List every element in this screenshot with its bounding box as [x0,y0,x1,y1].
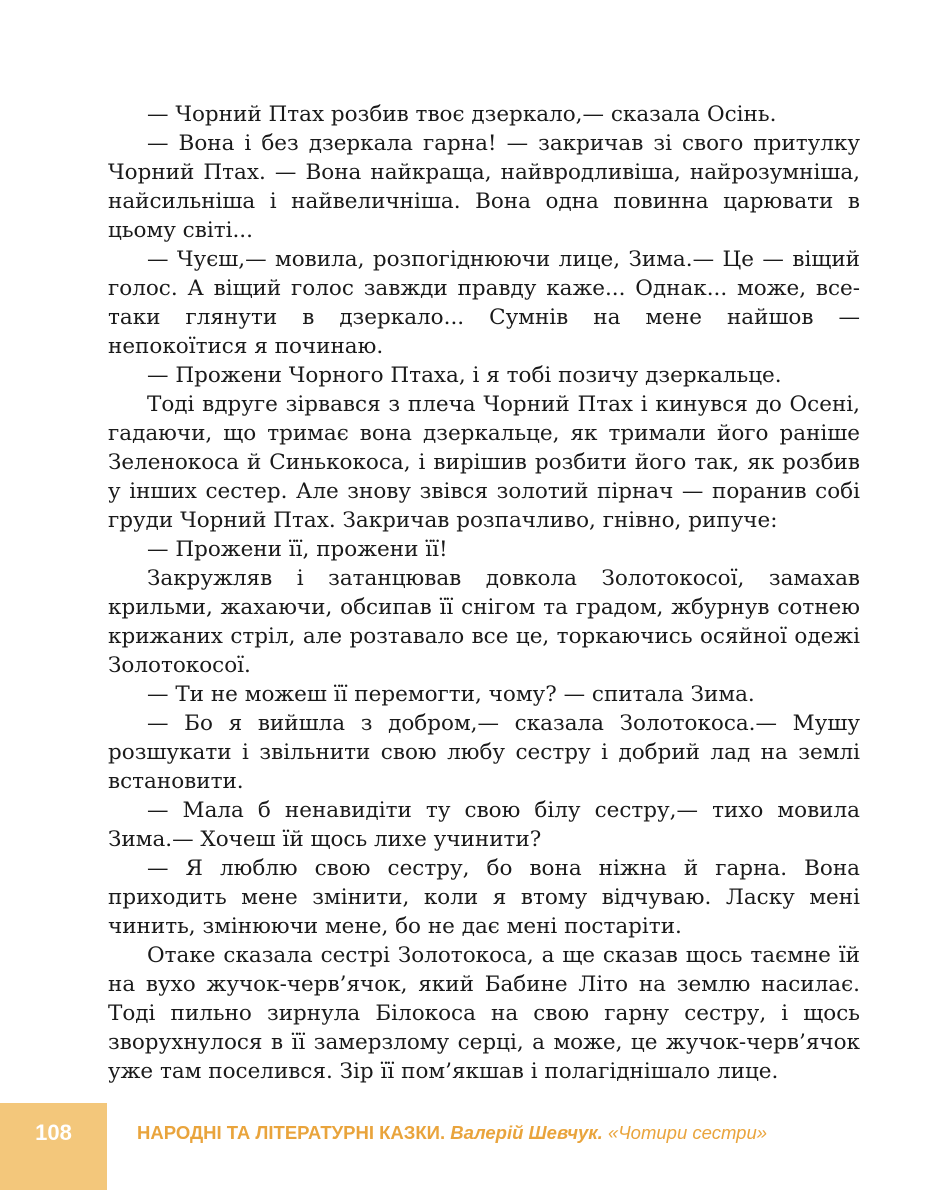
running-footer [137,1122,767,1144]
paragraph: Закружляв і затанцював довкола Золотокосої, замахав крильми, жахаючи, обсипав її снігом та градом, жбурнув сотнею крижаних стріл, але розтавало все це, торкаючись осяйної одежі Золотокосої. [108,566,860,678]
footer-work-title: «Чотири сестри» [607,1122,768,1143]
paragraph: — Прожени Чорного Птаха, і я тобі позичу дзеркальце. [147,363,782,388]
paragraph: — Прожени її, прожени її! [147,537,448,562]
page-number-box [0,1103,107,1190]
paragraph: Тоді вдруге зірвався з плеча Чорний Птах і кинувся до Осені, гадаючи, що тримає вона дзеркальце, як тримали його раніше Зеленокоса й Синькокоса, і вирішив розбити його так, як розбив у інших сестер. Але знову звівся золотий пірнач — поранив собі груди Чорний Птах. Закричав розпачливо, гнівно, рипуче: [108,392,860,533]
paragraph: — Бо я вийшла з добром,— сказала Золотокоса.— Мушу розшукати і звільнити свою любу сестру і добрий лад на землі встановити. [108,711,860,794]
paragraph: — Я люблю свою сестру, бо вона ніжна й гарна. Вона приходить мене змінити, коли я втому відчуваю. Ласку мені чинить, змінюючи мене, бо не дає мені постаріти. [108,856,860,939]
paragraph: — Чуєш,— мовила, розпогіднюючи лице, Зима.— Це — віщий голос. А віщий голос завжди правду каже... Однак... може, все-таки глянути в дзеркало... Сумнів на мене найшов — непокоїтися я починаю. [108,247,860,359]
paragraph: — Мала б ненавидіти ту свою білу сестру,— тихо мовила Зима.— Хочеш їй щось лихе учинити? [108,798,860,852]
page-number: 108 [35,1120,72,1145]
page-footer [0,1103,935,1190]
footer-section-title: НАРОДНІ ТА ЛІТЕРАТУРНІ КАЗКИ. [137,1122,446,1143]
paragraph: — Вона і без дзеркала гарна! — закричав зі свого притулку Чорний Птах. — Вона найкраща, найвродливіша, найрозумніша, найсильніша і найвеличніша. Вона одна повинна царювати в цьому світі... [108,131,860,243]
paragraph: — Чорний Птах розбив твоє дзеркало,— сказала Осінь. [147,102,777,127]
footer-author: Валерій Шевчук. [450,1122,603,1143]
story-text [108,100,860,1086]
paragraph: — Ти не можеш її перемогти, чому? — спитала Зима. [147,682,755,707]
paragraph: Отаке сказала сестрі Золотокоса, а ще сказав щось таємне їй на вухо жучок-черв’ячок, який Бабине Літо на землю насилає. Тоді пильно зирнула Білокоса на свою гарну сестру, і щось зворухнулося в її замерзлому серці, а може, це жучок-черв’ячок уже там поселився. Зір її пом’якшав і полагіднішало лице. [108,943,860,1084]
